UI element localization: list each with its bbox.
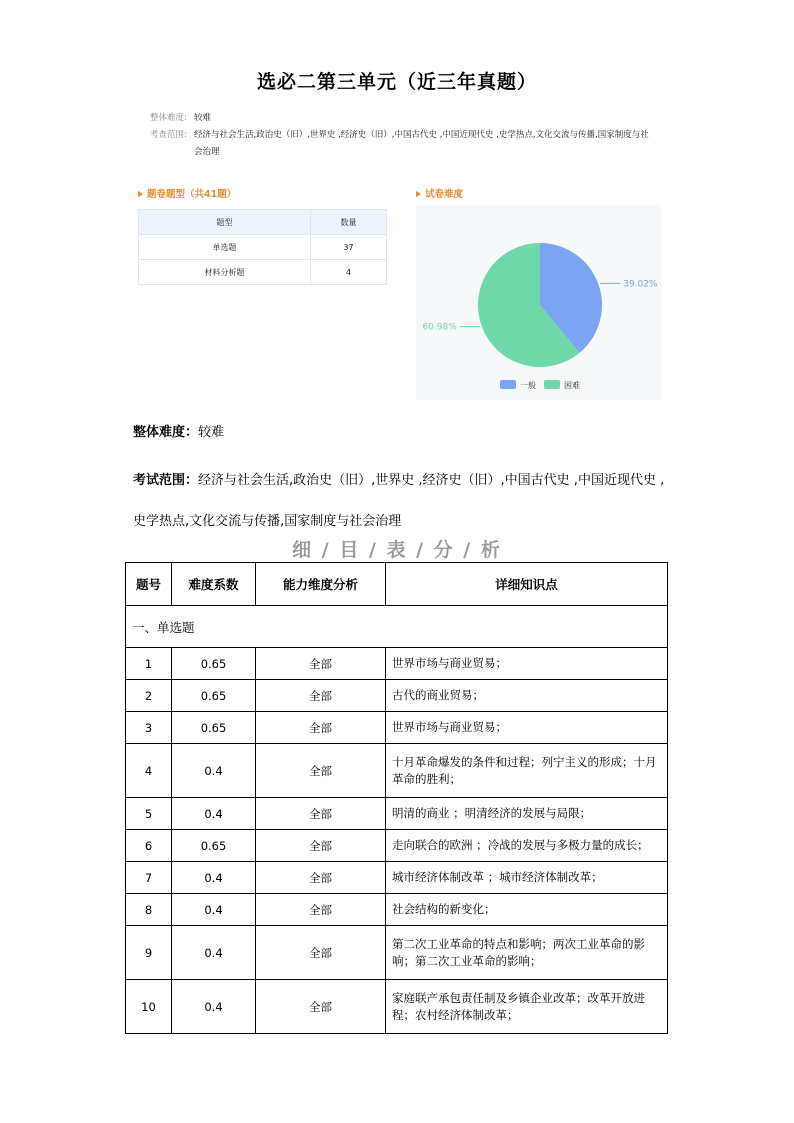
question-number: 4 [126, 744, 172, 798]
summary-block [150, 110, 650, 161]
difficulty-chart-heading-text: 试卷难度 [425, 189, 464, 200]
knowledge-points: 走向联合的欧洲 ；冷战的发展与多极力量的成长； [386, 830, 668, 862]
ability-dimension: 全部 [256, 648, 386, 680]
ability-dimension: 全部 [256, 744, 386, 798]
question-number: 8 [126, 894, 172, 926]
header-cell: 题型 [139, 210, 311, 235]
ability-dimension: 全部 [256, 862, 386, 894]
info-difficulty [133, 423, 224, 443]
info-range-value: 经济与社会生活,政治史（旧）,世界史 ,经济史（旧）,中国古代史 ,中国近现代史 ,史学热点,文化交流与传播,国家制度与社会治理 [133, 473, 665, 529]
difficulty-coefficient: 0.65 [172, 712, 256, 744]
info-range-label: 考试范围： [133, 473, 199, 488]
difficulty-chart-heading [416, 186, 463, 200]
detail-title: 细 / 目 / 表 / 分 / 析 [292, 539, 502, 561]
cell: 材料分析题 [139, 260, 311, 285]
ability-dimension: 全部 [256, 680, 386, 712]
table-row [126, 830, 668, 862]
question-number: 2 [126, 680, 172, 712]
question-number: 6 [126, 830, 172, 862]
question-number: 5 [126, 798, 172, 830]
question-number: 7 [126, 862, 172, 894]
table-row [126, 926, 668, 980]
detail-table [125, 562, 668, 1034]
section-label: 一、单选题 [126, 606, 668, 648]
header-coef: 难度系数 [172, 563, 256, 606]
table-row [139, 235, 387, 260]
knowledge-points: 十月革命爆发的条件和过程；列宁主义的形成；十月革命的胜利； [386, 744, 668, 798]
knowledge-points: 明清的商业 ；明清经济的发展与局限； [386, 798, 668, 830]
summary-difficulty-value: 较难 [194, 113, 212, 123]
triangle-icon [138, 191, 143, 197]
difficulty-coefficient: 0.4 [172, 862, 256, 894]
question-number: 9 [126, 926, 172, 980]
difficulty-coefficient: 0.4 [172, 980, 256, 1034]
question-types-heading-text: 题卷题型（共41题） [147, 189, 237, 200]
section-row [126, 606, 668, 648]
table-row [126, 680, 668, 712]
ability-dimension: 全部 [256, 980, 386, 1034]
legend-swatch [500, 380, 516, 389]
knowledge-points: 城市经济体制改革 ；城市经济体制改革； [386, 862, 668, 894]
summary-difficulty-label: 整体难度: [150, 113, 187, 123]
table-row [126, 862, 668, 894]
table-row [126, 712, 668, 744]
table-row [126, 894, 668, 926]
page-title: 选必二第三单元（近三年真题） [256, 71, 537, 93]
ability-dimension: 全部 [256, 894, 386, 926]
difficulty-coefficient: 0.65 [172, 680, 256, 712]
info-difficulty-label: 整体难度： [133, 425, 199, 440]
knowledge-points: 社会结构的新变化； [386, 894, 668, 926]
difficulty-coefficient: 0.4 [172, 894, 256, 926]
table-row [126, 648, 668, 680]
legend-swatch [544, 380, 560, 389]
table-row [126, 980, 668, 1034]
ability-dimension: 全部 [256, 798, 386, 830]
difficulty-coefficient: 0.4 [172, 926, 256, 980]
header-points: 详细知识点 [386, 563, 668, 606]
ability-dimension: 全部 [256, 926, 386, 980]
question-types-table [138, 209, 387, 285]
question-number: 1 [126, 648, 172, 680]
knowledge-points: 古代的商业贸易； [386, 680, 668, 712]
difficulty-coefficient: 0.65 [172, 830, 256, 862]
knowledge-points: 第二次工业革命的特点和影响；两次工业革命的影响；第二次工业革命的影响； [386, 926, 668, 980]
summary-range-value: 经济与社会生活,政治史（旧）,世界史 ,经济史（旧）,中国古代史 ,中国近现代史 ,史学热点,文化交流与传播,国家制度与社会治理 [194, 130, 649, 157]
knowledge-points: 家庭联产承包责任制及乡镇企业改革；改革开放进程；农村经济体制改革； [386, 980, 668, 1034]
pie-data-label: 39.02% [623, 279, 658, 290]
knowledge-points: 世界市场与商业贸易； [386, 648, 668, 680]
summary-difficulty-row [150, 110, 650, 127]
summary-range-label: 考查范围: [150, 130, 187, 140]
difficulty-coefficient: 0.4 [172, 798, 256, 830]
difficulty-coefficient: 0.65 [172, 648, 256, 680]
legend-label: 一般 [520, 381, 536, 390]
legend-label: 困难 [564, 381, 580, 390]
question-types-heading [138, 186, 236, 200]
info-difficulty-value: 较难 [198, 425, 225, 440]
header-ability: 能力维度分析 [256, 563, 386, 606]
table-header-row [139, 210, 387, 235]
difficulty-pie-panel [416, 205, 661, 400]
cell: 37 [311, 235, 387, 260]
question-number: 10 [126, 980, 172, 1034]
pie-data-label: 60.98% [422, 322, 457, 333]
summary-range-row [150, 127, 650, 161]
triangle-icon [416, 191, 421, 197]
table-row [126, 798, 668, 830]
ability-dimension: 全部 [256, 830, 386, 862]
difficulty-coefficient: 0.4 [172, 744, 256, 798]
table-row [126, 744, 668, 798]
question-number: 3 [126, 712, 172, 744]
knowledge-points: 世界市场与商业贸易； [386, 712, 668, 744]
ability-dimension: 全部 [256, 712, 386, 744]
detail-header-row [126, 563, 668, 606]
cell: 单选题 [139, 235, 311, 260]
difficulty-pie-chart [416, 205, 661, 400]
info-range [133, 460, 673, 542]
cell: 4 [311, 260, 387, 285]
header-cell: 数量 [311, 210, 387, 235]
header-no: 题号 [126, 563, 172, 606]
table-row [139, 260, 387, 285]
